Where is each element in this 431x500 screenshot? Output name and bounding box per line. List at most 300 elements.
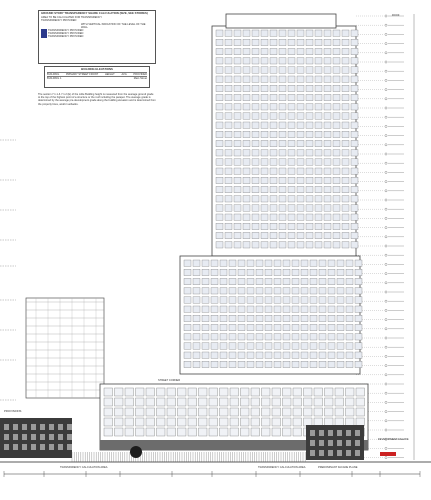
tower-window (252, 140, 259, 146)
podium-window (251, 388, 260, 396)
tower-window (220, 306, 227, 312)
podium-window (125, 418, 134, 426)
right-low-window (328, 430, 333, 436)
tower-window (265, 334, 272, 340)
fence (72, 452, 305, 462)
level-marker (385, 319, 387, 321)
tower-window (346, 361, 353, 367)
left-low-building (0, 418, 72, 458)
tower-window (225, 186, 232, 192)
tower-window (351, 58, 358, 64)
tower-window (247, 343, 254, 349)
left-low-window (49, 444, 54, 450)
tower-window (216, 232, 223, 238)
tower-window (279, 168, 286, 174)
tower-window (211, 288, 218, 294)
podium-window (115, 398, 124, 406)
tower-window (234, 122, 241, 128)
tower-window (324, 58, 331, 64)
podium-window (262, 418, 271, 426)
tower-window (306, 85, 313, 91)
tower-window (297, 223, 304, 229)
tower-window (238, 343, 245, 349)
tower-window (292, 343, 299, 349)
tower-window (306, 30, 313, 36)
tower-window (306, 214, 313, 220)
tower-window (243, 242, 250, 248)
tower-window (324, 196, 331, 202)
tower-window (229, 306, 236, 312)
tower-window (234, 58, 241, 64)
tower-window (342, 223, 349, 229)
tower-window (220, 260, 227, 266)
tower-window (225, 242, 232, 248)
tower-window (328, 297, 335, 303)
tower-window (216, 58, 223, 64)
tower-window (211, 306, 218, 312)
podium-window (325, 388, 334, 396)
tower-window (297, 48, 304, 54)
tower-window (288, 48, 295, 54)
calc-line-6: TRANSPARENCY PROVIDED (48, 35, 84, 39)
tower-window (324, 140, 331, 146)
tower-window (333, 168, 340, 174)
tower-window (355, 269, 362, 275)
podium-window (167, 428, 176, 436)
tower-window (279, 242, 286, 248)
tower-window (202, 343, 209, 349)
tower-window (270, 67, 277, 73)
podium-window (104, 398, 113, 406)
tower-window (229, 269, 236, 275)
podium-window (188, 428, 197, 436)
tower-window (328, 306, 335, 312)
tower-window (333, 205, 340, 211)
tower-window (315, 76, 322, 82)
tower-window (261, 104, 268, 110)
tower-window (274, 324, 281, 330)
tower-window (301, 343, 308, 349)
podium-window (136, 408, 145, 416)
podium-window (209, 408, 218, 416)
calc-line-1: AREA TO BE CALCULATED FOR TRANSPARENCY (41, 16, 103, 20)
tower-window (288, 242, 295, 248)
tower-window (319, 315, 326, 321)
tower-window (193, 306, 200, 312)
podium-window (356, 408, 365, 416)
tower-window (252, 58, 259, 64)
tower-window (288, 150, 295, 156)
tower-window (184, 288, 191, 294)
tower-window (283, 343, 290, 349)
tower-window (310, 297, 317, 303)
tower-window (301, 297, 308, 303)
tower-window (252, 94, 259, 100)
tower-window (216, 196, 223, 202)
tower-window (193, 361, 200, 367)
tower-window (351, 76, 358, 82)
podium-window (178, 398, 187, 406)
tower-window (324, 39, 331, 45)
tower-window (252, 67, 259, 73)
podium-window (251, 398, 260, 406)
tower-window (288, 67, 295, 73)
tower-window (225, 205, 232, 211)
tower-window (243, 214, 250, 220)
tower-window (225, 214, 232, 220)
tower-window (261, 122, 268, 128)
tower-window (265, 288, 272, 294)
tower-window (306, 76, 313, 82)
podium-window (104, 418, 113, 426)
tower-window (261, 94, 268, 100)
tower-window (292, 297, 299, 303)
tower-window (225, 131, 232, 137)
podium-window (356, 398, 365, 406)
tower-window (247, 278, 254, 284)
tower-window (283, 352, 290, 358)
podium-window (262, 428, 271, 436)
tower-window (355, 343, 362, 349)
tower-window (211, 352, 218, 358)
tower-window (333, 104, 340, 110)
left-low-window (4, 424, 9, 430)
tower-window (279, 76, 286, 82)
tower-window (319, 334, 326, 340)
left-low-window (49, 434, 54, 440)
tower-window (306, 113, 313, 119)
tower-window (234, 94, 241, 100)
tower-window (211, 278, 218, 284)
tower-window (306, 94, 313, 100)
tower-window (270, 58, 277, 64)
tower-window (351, 122, 358, 128)
podium-window (335, 418, 344, 426)
podium-window (304, 398, 313, 406)
left-low-window (31, 424, 36, 430)
tower-window (252, 159, 259, 165)
tower-window (252, 168, 259, 174)
tower-window (270, 196, 277, 202)
tower-window (310, 315, 317, 321)
tower-window (288, 76, 295, 82)
tower-window (283, 334, 290, 340)
tower-window (234, 177, 241, 183)
tower-window (238, 306, 245, 312)
podium-window (188, 408, 197, 416)
podium-window (209, 398, 218, 406)
tower-window (279, 159, 286, 165)
tower-window (310, 324, 317, 330)
tower-window (310, 306, 317, 312)
tower-window (306, 131, 313, 137)
tower-window (355, 334, 362, 340)
tower-window (247, 352, 254, 358)
tower-window (283, 297, 290, 303)
right-low-window (328, 450, 333, 456)
tower-window (328, 361, 335, 367)
tower-window (342, 48, 349, 54)
tower-window (315, 131, 322, 137)
tower-window (252, 122, 259, 128)
tower-window (306, 186, 313, 192)
tower-window (324, 150, 331, 156)
tower-window (283, 278, 290, 284)
tower-window (243, 94, 250, 100)
tower-window (243, 58, 250, 64)
tower-window (333, 186, 340, 192)
left-low-window (31, 434, 36, 440)
tower-window (288, 104, 295, 110)
left-low-window (4, 434, 9, 440)
tower-window (193, 324, 200, 330)
tower-window (324, 242, 331, 248)
tower-window (283, 269, 290, 275)
tower-window (261, 177, 268, 183)
tower-window (310, 343, 317, 349)
level-marker (385, 181, 387, 183)
tower-window (220, 315, 227, 321)
tower-window (279, 150, 286, 156)
podium-window (293, 398, 302, 406)
tower-window (225, 177, 232, 183)
tower-window (351, 39, 358, 45)
left-low-window (22, 434, 27, 440)
tower-window (297, 30, 304, 36)
tower-window (283, 288, 290, 294)
tower-window (319, 306, 326, 312)
level-marker (385, 273, 387, 275)
tower-window (319, 269, 326, 275)
tower-window (288, 122, 295, 128)
tower-window (265, 269, 272, 275)
tower-window (333, 232, 340, 238)
tower-window (234, 168, 241, 174)
tower-window (324, 94, 331, 100)
podium-window (346, 388, 355, 396)
tower-window (351, 104, 358, 110)
tower-window (279, 131, 286, 137)
tower-window (202, 334, 209, 340)
tower-window (225, 223, 232, 229)
podium-window (136, 428, 145, 436)
podium-window (220, 408, 229, 416)
tower-window (306, 205, 313, 211)
tower-window (256, 269, 263, 275)
tower-window (261, 140, 268, 146)
right-low-building (306, 425, 364, 460)
podium-window (325, 398, 334, 406)
tower-window (216, 67, 223, 73)
tower-window (333, 159, 340, 165)
tower-window (216, 223, 223, 229)
tower-window (279, 94, 286, 100)
tower-window (297, 205, 304, 211)
tower-window (274, 278, 281, 284)
tower-window (297, 168, 304, 174)
podium-window (346, 408, 355, 416)
tower-window (342, 196, 349, 202)
tower-window (288, 113, 295, 119)
level-marker (385, 447, 387, 449)
tower-window (184, 343, 191, 349)
tower-window (337, 361, 344, 367)
podium-window (115, 408, 124, 416)
tower-window (270, 140, 277, 146)
tower-window (315, 196, 322, 202)
tower-window (216, 214, 223, 220)
tower-window (202, 269, 209, 275)
podium-window (136, 398, 145, 406)
level-marker (385, 429, 387, 431)
tower-window (279, 30, 286, 36)
tower-window (292, 361, 299, 367)
tower-window (315, 214, 322, 220)
tower-window (261, 131, 268, 137)
tower-window (333, 39, 340, 45)
tower-window (243, 140, 250, 146)
tower-window (324, 177, 331, 183)
tower-window (351, 177, 358, 183)
tower-window (355, 352, 362, 358)
table-head-cell: AVG (121, 73, 127, 77)
podium-window (178, 428, 187, 436)
tower-window (270, 131, 277, 137)
tower-window (220, 361, 227, 367)
tower-window (229, 260, 236, 266)
tower-window (243, 48, 250, 54)
right-low-window (310, 450, 315, 456)
left-low-window (58, 434, 63, 440)
tower-window (274, 334, 281, 340)
level-marker (385, 61, 387, 63)
tower-window (256, 343, 263, 349)
tower-window (355, 288, 362, 294)
level-marker (385, 89, 387, 91)
tower-window (328, 315, 335, 321)
level-marker (385, 282, 387, 284)
tower-window (355, 361, 362, 367)
tower-window (216, 85, 223, 91)
calc-line-3: WITH VERTICAL INDICATION OF THE LEVEL OF THE WALL (81, 22, 146, 29)
tower-window (297, 67, 304, 73)
tower-window (297, 196, 304, 202)
tower-window (261, 48, 268, 54)
level-marker (385, 227, 387, 229)
tower-window (315, 94, 322, 100)
tower-window (279, 205, 286, 211)
tower-window (297, 131, 304, 137)
level-marker (385, 116, 387, 118)
tower-window (346, 288, 353, 294)
tower-window (315, 39, 322, 45)
podium-window (199, 398, 208, 406)
tower-window (234, 205, 241, 211)
tower-window (324, 131, 331, 137)
tower-window (247, 306, 254, 312)
tower-window (247, 260, 254, 266)
table-head-cell: PRIMARY STREET FRONT (65, 73, 99, 77)
tower-window (252, 214, 259, 220)
tower-window (216, 122, 223, 128)
tower-window (297, 159, 304, 165)
tower-window (216, 48, 223, 54)
tower-window (261, 205, 268, 211)
tower-window (333, 113, 340, 119)
tower-window (270, 113, 277, 119)
tower-window (243, 131, 250, 137)
podium-window (314, 418, 323, 426)
podium-window (241, 408, 250, 416)
tower-window (279, 196, 286, 202)
tower-window (333, 242, 340, 248)
tower-window (225, 39, 232, 45)
tower-window (342, 85, 349, 91)
tower-window (279, 177, 286, 183)
tower-window (315, 223, 322, 229)
tower-window (351, 223, 358, 229)
tower-window (301, 315, 308, 321)
tower-window (238, 297, 245, 303)
podium-window (272, 428, 281, 436)
tower-window (252, 205, 259, 211)
tower-window (238, 278, 245, 284)
tower-window (184, 324, 191, 330)
tower-window (270, 150, 277, 156)
left-low-window (67, 434, 72, 440)
tower-window (355, 324, 362, 330)
level-marker (385, 254, 387, 256)
level-marker (385, 98, 387, 100)
tower-window (315, 159, 322, 165)
tower-window (342, 58, 349, 64)
tower-window (279, 67, 286, 73)
tower-window (211, 324, 218, 330)
tower-window (306, 140, 313, 146)
tower-window (270, 232, 277, 238)
left-low-window (67, 444, 72, 450)
tower-window (193, 334, 200, 340)
tower-window (301, 260, 308, 266)
level-marker (385, 153, 387, 155)
tower-window (216, 104, 223, 110)
tower-window (270, 168, 277, 174)
tower-window (252, 76, 259, 82)
tower-window (337, 297, 344, 303)
tower-window (216, 39, 223, 45)
tower-window (216, 205, 223, 211)
tower-window (351, 67, 358, 73)
tower-window (229, 343, 236, 349)
tower-window (220, 343, 227, 349)
tower-window (225, 58, 232, 64)
tower-window (310, 361, 317, 367)
tower-window (225, 104, 232, 110)
tower-window (265, 352, 272, 358)
tower-window (202, 315, 209, 321)
level-marker (385, 190, 387, 192)
podium-window (251, 408, 260, 416)
tower-window (351, 85, 358, 91)
tower-window (342, 214, 349, 220)
tower-window (351, 159, 358, 165)
tower-window (229, 334, 236, 340)
tower-window (319, 288, 326, 294)
table-cell: BUILDING 1 (47, 77, 62, 81)
tower-window (270, 30, 277, 36)
level-marker (385, 365, 387, 367)
tower-window (337, 315, 344, 321)
